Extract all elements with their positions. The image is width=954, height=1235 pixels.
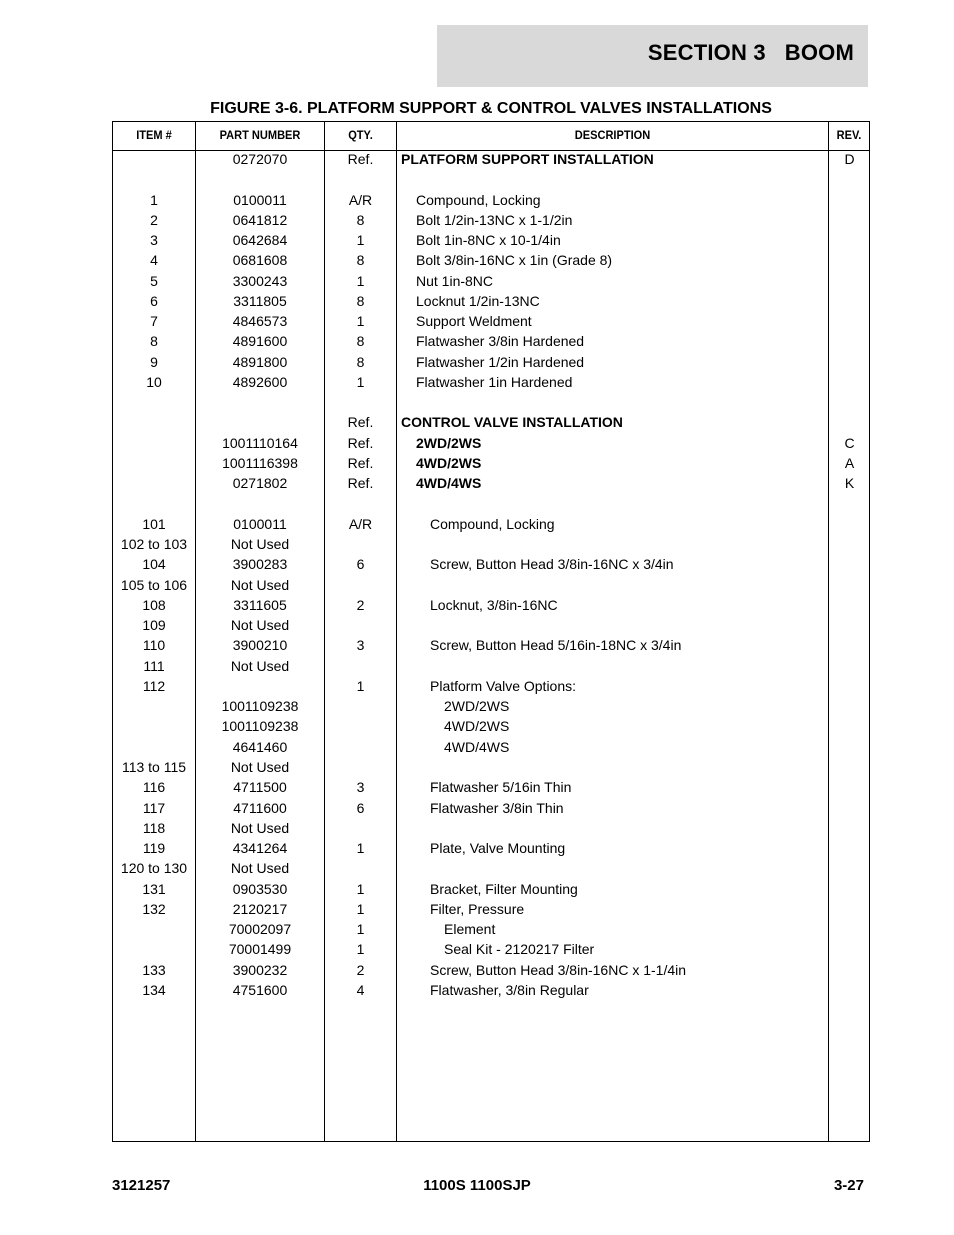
description: Plate, Valve Mounting: [430, 840, 566, 857]
quantity: A/R: [348, 515, 373, 532]
description: Compound, Locking: [416, 191, 541, 208]
quantity: 3: [356, 779, 365, 796]
part-number: 0100011: [233, 191, 287, 208]
part-number: 0641812: [232, 211, 288, 228]
item-number: 109: [142, 617, 166, 634]
description: Screw, Button Head 3/8in-16NC x 1-1/4in: [430, 961, 687, 978]
quantity: 1: [356, 921, 365, 938]
description: CONTROL VALVE INSTALLATION: [401, 414, 623, 431]
description: Bolt 3/8in-16NC x 1in (Grade 8): [416, 252, 613, 269]
description: 2WD/2WS: [416, 434, 482, 451]
footer-page-number: 3-27: [833, 1177, 864, 1194]
footer-doc-number: 3121257: [112, 1177, 171, 1194]
section-title: SECTION 3 BOOM: [647, 40, 854, 65]
part-number: 0100011: [233, 515, 287, 532]
description: 4WD/2WS: [444, 718, 510, 735]
table-row: [113, 858, 869, 878]
table-row: [113, 656, 869, 676]
quantity: 1: [356, 677, 365, 694]
part-number: 3311605: [233, 596, 287, 613]
description: Bolt 1/2in-13NC x 1-1/2in: [416, 211, 573, 228]
item-number: 117: [142, 799, 166, 816]
quantity: 6: [356, 799, 365, 816]
quantity: 2: [356, 961, 365, 978]
quantity: 1: [356, 313, 365, 330]
table-row: [113, 514, 869, 534]
part-number: Not Used: [230, 617, 290, 634]
revision: A: [844, 454, 855, 471]
part-number: 4891600: [232, 333, 288, 350]
quantity: Ref.: [347, 475, 374, 492]
description: Nut 1in-8NC: [416, 272, 494, 289]
quantity: 1: [356, 272, 365, 289]
quantity: Ref.: [347, 454, 374, 471]
table-row: [113, 615, 869, 635]
quantity: 8: [356, 333, 365, 350]
footer-model: 1100S 1100SJP: [423, 1177, 531, 1194]
part-number: 4641460: [232, 738, 288, 755]
table-row: [113, 372, 869, 392]
table-row: [113, 798, 869, 818]
table-row: [113, 271, 869, 291]
table-row: [113, 716, 869, 736]
part-number: 3900210: [232, 637, 288, 654]
table-row: [113, 980, 869, 1000]
item-number: 133: [142, 961, 166, 978]
item-number: 8: [150, 333, 158, 350]
table-row: [113, 190, 869, 210]
quantity: 1: [356, 941, 365, 958]
description: PLATFORM SUPPORT INSTALLATION: [401, 151, 654, 167]
item-number: 112: [142, 677, 166, 694]
table-row: [113, 534, 869, 554]
column-header-item: ITEM #: [136, 128, 172, 142]
description: Flatwasher 1in Hardened: [416, 373, 573, 390]
item-number: 102 to 103: [120, 536, 188, 553]
table-row: [113, 210, 869, 230]
parts-table: [112, 121, 870, 1142]
item-number: 104: [142, 556, 166, 573]
table-row: [113, 554, 869, 574]
figure-title: FIGURE 3-6. PLATFORM SUPPORT & CONTROL VALVES INSTALLATIONS: [210, 100, 772, 117]
description: Flatwasher 1/2in Hardened: [416, 353, 585, 370]
part-number: Not Used: [230, 758, 290, 775]
part-number: 4751600: [232, 981, 288, 998]
item-number: 6: [150, 292, 158, 309]
quantity: 1: [356, 900, 365, 917]
item-number: 118: [142, 819, 166, 836]
quantity: 8: [356, 252, 365, 269]
quantity: 3: [356, 637, 365, 654]
revision: C: [844, 434, 855, 451]
item-number: 5: [150, 272, 158, 289]
part-number: 4891800: [232, 353, 288, 370]
table-row: [113, 331, 869, 351]
table-row: [113, 960, 869, 980]
item-number: 120 to 130: [120, 860, 188, 877]
item-number: 132: [142, 900, 166, 917]
table-row: [113, 777, 869, 797]
part-number: 1001109238: [221, 718, 299, 735]
table-row: [113, 676, 869, 696]
column-header-rev: REV.: [836, 128, 862, 142]
quantity: A/R: [348, 191, 373, 208]
part-number: 4892600: [232, 373, 288, 390]
description: Screw, Button Head 5/16in-18NC x 3/4in: [430, 637, 682, 654]
quantity: 2: [356, 596, 365, 613]
part-number: 4846573: [232, 313, 288, 330]
section-header: [437, 25, 868, 87]
table-row: [113, 169, 869, 189]
item-number: 111: [143, 657, 165, 674]
table-row: [113, 352, 869, 372]
description: Seal Kit - 2120217 Filter: [444, 941, 595, 958]
table-row: [113, 879, 869, 899]
part-number: 0271802: [232, 475, 288, 492]
table-row: [113, 291, 869, 311]
column-header-description: DESCRIPTION: [574, 128, 651, 142]
description: Locknut, 3/8in-16NC: [430, 596, 558, 613]
part-number: Not Used: [230, 819, 290, 836]
item-number: 134: [142, 981, 166, 998]
part-number: 4711500: [233, 779, 287, 796]
item-number: 108: [142, 596, 166, 613]
description: Flatwasher, 3/8in Regular: [430, 981, 589, 998]
table-row: [113, 149, 869, 169]
quantity: 1: [356, 880, 365, 897]
table-row: [113, 494, 869, 514]
part-number: 0681608: [232, 252, 288, 269]
description: Locknut 1/2in-13NC: [416, 292, 540, 309]
item-number: 110: [142, 637, 166, 654]
table-row: [113, 311, 869, 331]
table-row: [113, 230, 869, 250]
description: Flatwasher 5/16in Thin: [430, 779, 572, 796]
quantity: Ref.: [347, 434, 374, 451]
revision: K: [844, 475, 855, 492]
part-number: 1001109238: [221, 698, 299, 715]
item-number: 105 to 106: [120, 576, 188, 593]
table-row: [113, 899, 869, 919]
quantity: Ref.: [347, 151, 374, 167]
description: Compound, Locking: [430, 515, 555, 532]
quantity: 1: [356, 232, 365, 249]
part-number: Not Used: [230, 536, 290, 553]
table-row: [113, 575, 869, 595]
table-row: [113, 696, 869, 716]
part-number: 0642684: [232, 232, 288, 249]
description: Platform Valve Options:: [430, 677, 577, 694]
item-number: 113 to 115: [121, 758, 187, 775]
table-row: [113, 737, 869, 757]
item-number: 4: [150, 252, 158, 269]
table-body: [113, 149, 869, 1000]
part-number: 3300243: [232, 272, 288, 289]
description: 2WD/2WS: [444, 698, 510, 715]
item-number: 116: [142, 779, 166, 796]
description: Flatwasher 3/8in Hardened: [416, 333, 585, 350]
part-number: 1001110164: [222, 434, 298, 451]
quantity: 8: [356, 211, 365, 228]
description: 4WD/4WS: [416, 475, 482, 492]
table-row: [113, 919, 869, 939]
table-row: [113, 473, 869, 493]
table-row: [113, 433, 869, 453]
part-number: 4341264: [232, 840, 288, 857]
part-number: 70001499: [228, 941, 292, 958]
description: Screw, Button Head 3/8in-16NC x 3/4in: [430, 556, 674, 573]
table-row: [113, 939, 869, 959]
column-header-qty: QTY.: [348, 128, 373, 142]
part-number: Not Used: [230, 576, 290, 593]
item-number: 119: [142, 840, 166, 857]
table-row: [113, 595, 869, 615]
quantity: 8: [356, 353, 365, 370]
part-number: 0272070: [232, 151, 288, 167]
table-row: [113, 453, 869, 473]
item-number: 131: [142, 880, 166, 897]
item-number: 1: [150, 191, 158, 208]
part-number: Not Used: [230, 860, 290, 877]
table-row: [113, 757, 869, 777]
description: Element: [444, 921, 496, 938]
table-row: [113, 412, 869, 432]
revision: D: [844, 151, 855, 167]
item-number: 3: [150, 232, 158, 249]
table-row: [113, 635, 869, 655]
part-number: 70002097: [228, 921, 292, 938]
table-row: [113, 818, 869, 838]
quantity: Ref.: [347, 414, 374, 431]
part-number: 3900283: [232, 556, 288, 573]
part-number: 0903530: [232, 880, 288, 897]
part-number: 1001116398: [222, 454, 298, 471]
item-number: 10: [146, 373, 162, 390]
description: Filter, Pressure: [430, 900, 525, 917]
description: Bracket, Filter Mounting: [430, 880, 578, 897]
item-number: 7: [150, 313, 158, 330]
quantity: 4: [356, 981, 365, 998]
quantity: 1: [356, 373, 365, 390]
table-row: [113, 250, 869, 270]
description: Flatwasher 3/8in Thin: [430, 799, 564, 816]
part-number: Not Used: [230, 657, 290, 674]
description: 4WD/4WS: [444, 738, 510, 755]
quantity: 8: [356, 292, 365, 309]
part-number: 2120217: [232, 900, 288, 917]
description: Bolt 1in-8NC x 10-1/4in: [416, 232, 561, 249]
item-number: 9: [150, 353, 158, 370]
quantity: 6: [356, 556, 365, 573]
part-number: 4711600: [233, 799, 287, 816]
table-row: [113, 392, 869, 412]
item-number: 2: [150, 211, 158, 228]
item-number: 101: [142, 515, 166, 532]
column-header-part-number: PART NUMBER: [219, 128, 301, 142]
part-number: 3900232: [232, 961, 288, 978]
quantity: 1: [356, 840, 365, 857]
description: 4WD/2WS: [416, 454, 482, 471]
table-row: [113, 838, 869, 858]
description: Support Weldment: [416, 313, 532, 330]
part-number: 3311805: [233, 292, 287, 309]
